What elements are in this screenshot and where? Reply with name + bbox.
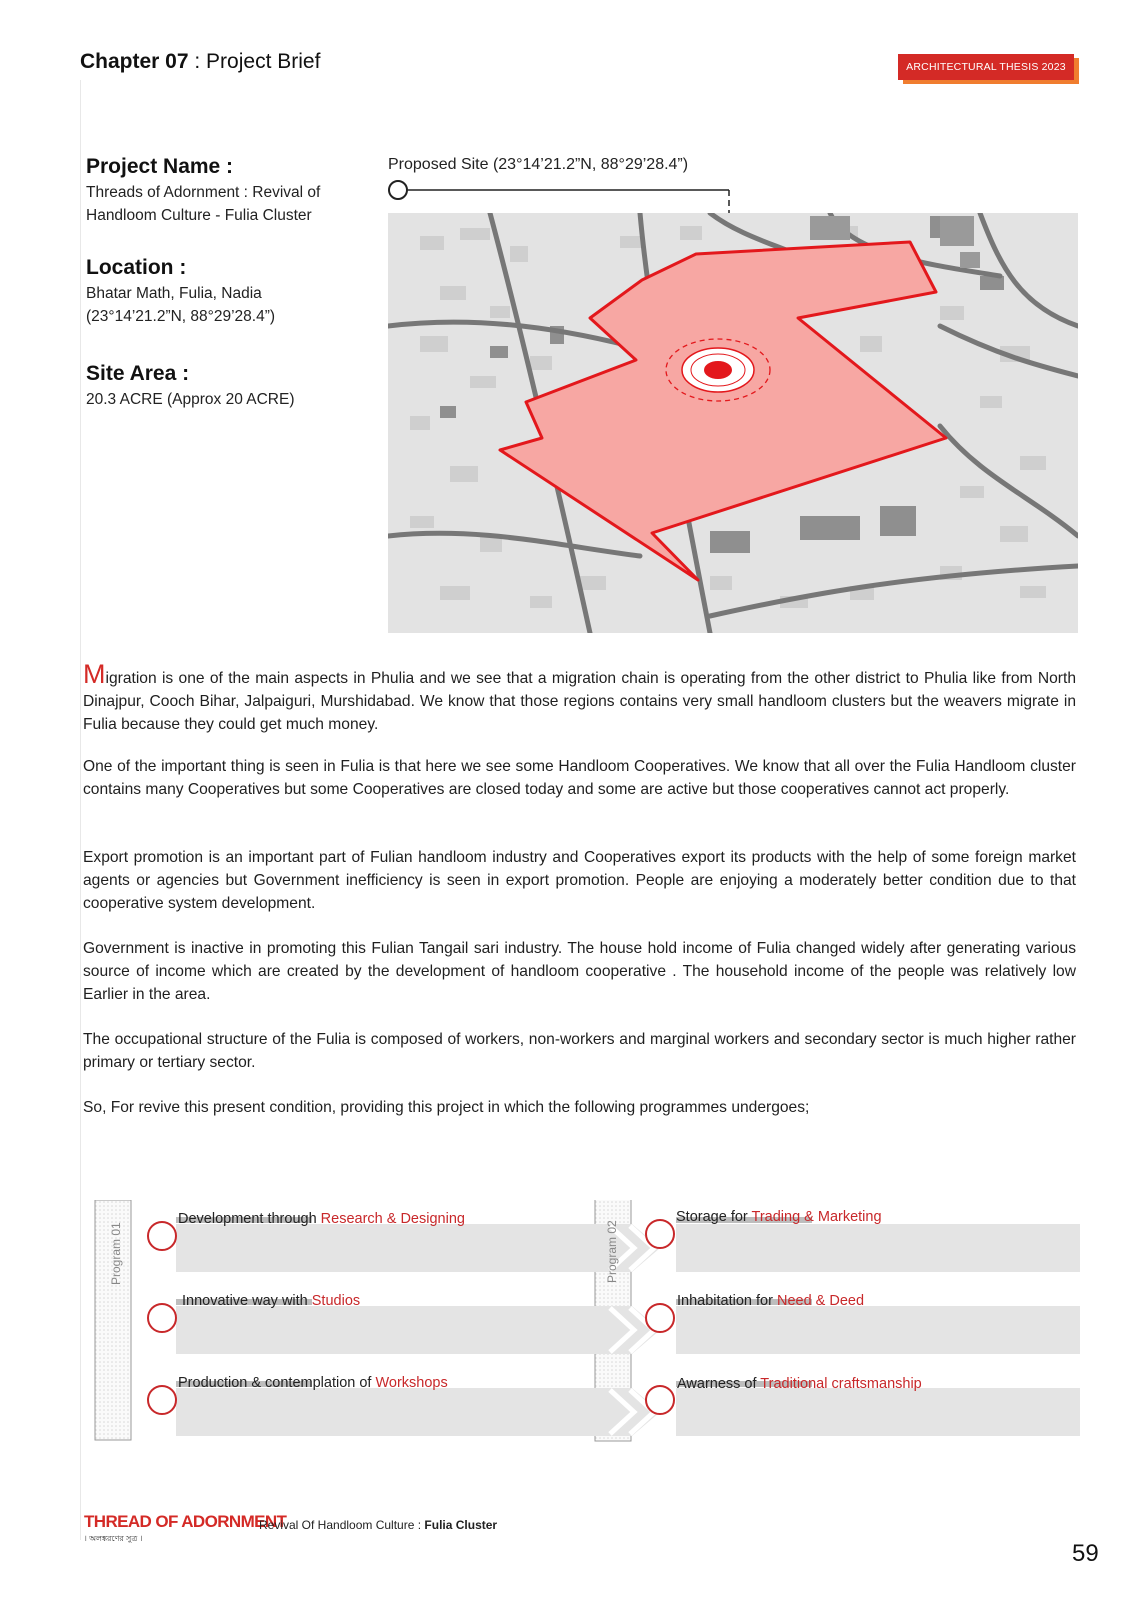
- page-number: 59: [1072, 1540, 1099, 1567]
- program-item-text: Innovative way with: [182, 1293, 312, 1309]
- paragraph-revive: So, For revive this present condition, providing this project in which the following programmes undergoes;: [83, 1099, 810, 1116]
- footer-bengali: । অলঙ্করণের সুত্র ।: [84, 1534, 143, 1543]
- paragraph-cooperatives: One of the important thing is seen in Fulia is that here we see some Handloom Cooperatives. We know that all over the Fulia Handloom cluster contains many Cooperatives but some Cooperatives are closed today and some are active but those cooperatives cannot act properly.: [83, 758, 1076, 798]
- chapter-number: Chapter 07: [80, 50, 189, 73]
- program-item-trading: [676, 1209, 882, 1225]
- chapter-title: : Project Brief: [188, 50, 321, 73]
- footer-subtitle-text: Revival Of Handloom Culture :: [259, 1518, 425, 1532]
- program-item-text: Awarness of: [677, 1376, 761, 1392]
- program-item-research: [178, 1211, 465, 1227]
- paragraph-migration-text: igration is one of the main aspects in Phulia and we see that a migration chain is operating from the other district to Phulia like from North Dinajpur, Cooch Bihar, Jalpaiguri, Murshidabad. We know that those regions contains very small handloom clusters but the weavers migrate in Fulia because they could get much money.: [83, 670, 1076, 733]
- paragraph-migration: [83, 659, 1076, 736]
- program-item-habitation: [677, 1293, 864, 1309]
- program-item-highlight: Need & Deed: [776, 1293, 865, 1309]
- footer-subtitle: [259, 1518, 497, 1532]
- program-item-text: Development through: [178, 1211, 321, 1227]
- drop-cap: M: [83, 659, 106, 689]
- location-line1: Bhatar Math, Fulia, Nadia: [86, 285, 262, 302]
- thesis-badge: ARCHITECTURAL THESIS 2023: [898, 54, 1074, 80]
- program-item-text: Storage for: [676, 1209, 752, 1225]
- program-02-label: Program 02: [605, 1220, 619, 1283]
- program-item-studios: [182, 1293, 360, 1309]
- paragraph-export: Export promotion is an important part of Fulian handloom industry and Cooperatives export its products with the help of some foreign market agents or agencies but Government inefficiency is seen in export promotion. People are enjoying a moderately better condition due to that cooperative system development.: [83, 849, 1076, 912]
- footer-brand: THREAD OF ADORNMENT: [84, 1512, 287, 1531]
- program-01-label: Program 01: [109, 1222, 123, 1285]
- site-area-value: 20.3 ACRE (Approx 20 ACRE): [86, 391, 295, 408]
- program-item-highlight: Workshops: [375, 1375, 448, 1391]
- program-item-highlight: Traditional craftsmanship: [760, 1376, 922, 1392]
- site-area-label: Site Area :: [86, 362, 190, 385]
- project-name-line2: Handloom Culture - Fulia Cluster: [86, 207, 312, 224]
- program-item-highlight: Trading & Marketing: [751, 1209, 882, 1225]
- location-line2: (23°14’21.2”N, 88°29’28.4”): [86, 308, 276, 325]
- site-map: [380, 176, 1080, 636]
- project-name-label: Project Name :: [86, 155, 234, 178]
- proposed-site-label: Proposed Site (23°14’21.2”N, 88°29’28.4”): [388, 156, 689, 173]
- program-graphics: [90, 1200, 1080, 1460]
- paragraph-government: Government is inactive in promoting this Fulian Tangail sari industry. The house hold income of Fulia changed widely after generating various source of income which are created by the development of handloom cooperative . The household income of the people was relatively low Earlier in the area.: [83, 940, 1076, 1003]
- program-item-workshops: [178, 1375, 448, 1391]
- paragraph-occupation: The occupational structure of the Fulia is composed of workers, non-workers and marginal workers and secondary sector is much higher rather primary or tertiary sector.: [83, 1031, 1076, 1071]
- program-item-text: Inhabitation for: [677, 1293, 777, 1309]
- location-label: Location :: [86, 256, 187, 279]
- footer-subtitle-bold: Fulia Cluster: [424, 1518, 498, 1532]
- program-item-text: Production & contemplation of: [178, 1375, 376, 1391]
- program-item-highlight: Studios: [311, 1293, 361, 1309]
- program-item-highlight: Research & Designing: [320, 1211, 465, 1227]
- chapter-heading: [80, 50, 320, 74]
- program-item-craftsmanship: [677, 1376, 922, 1392]
- margin-guide: [80, 80, 81, 1540]
- project-name-line1: Threads of Adornment : Revival of: [86, 184, 321, 201]
